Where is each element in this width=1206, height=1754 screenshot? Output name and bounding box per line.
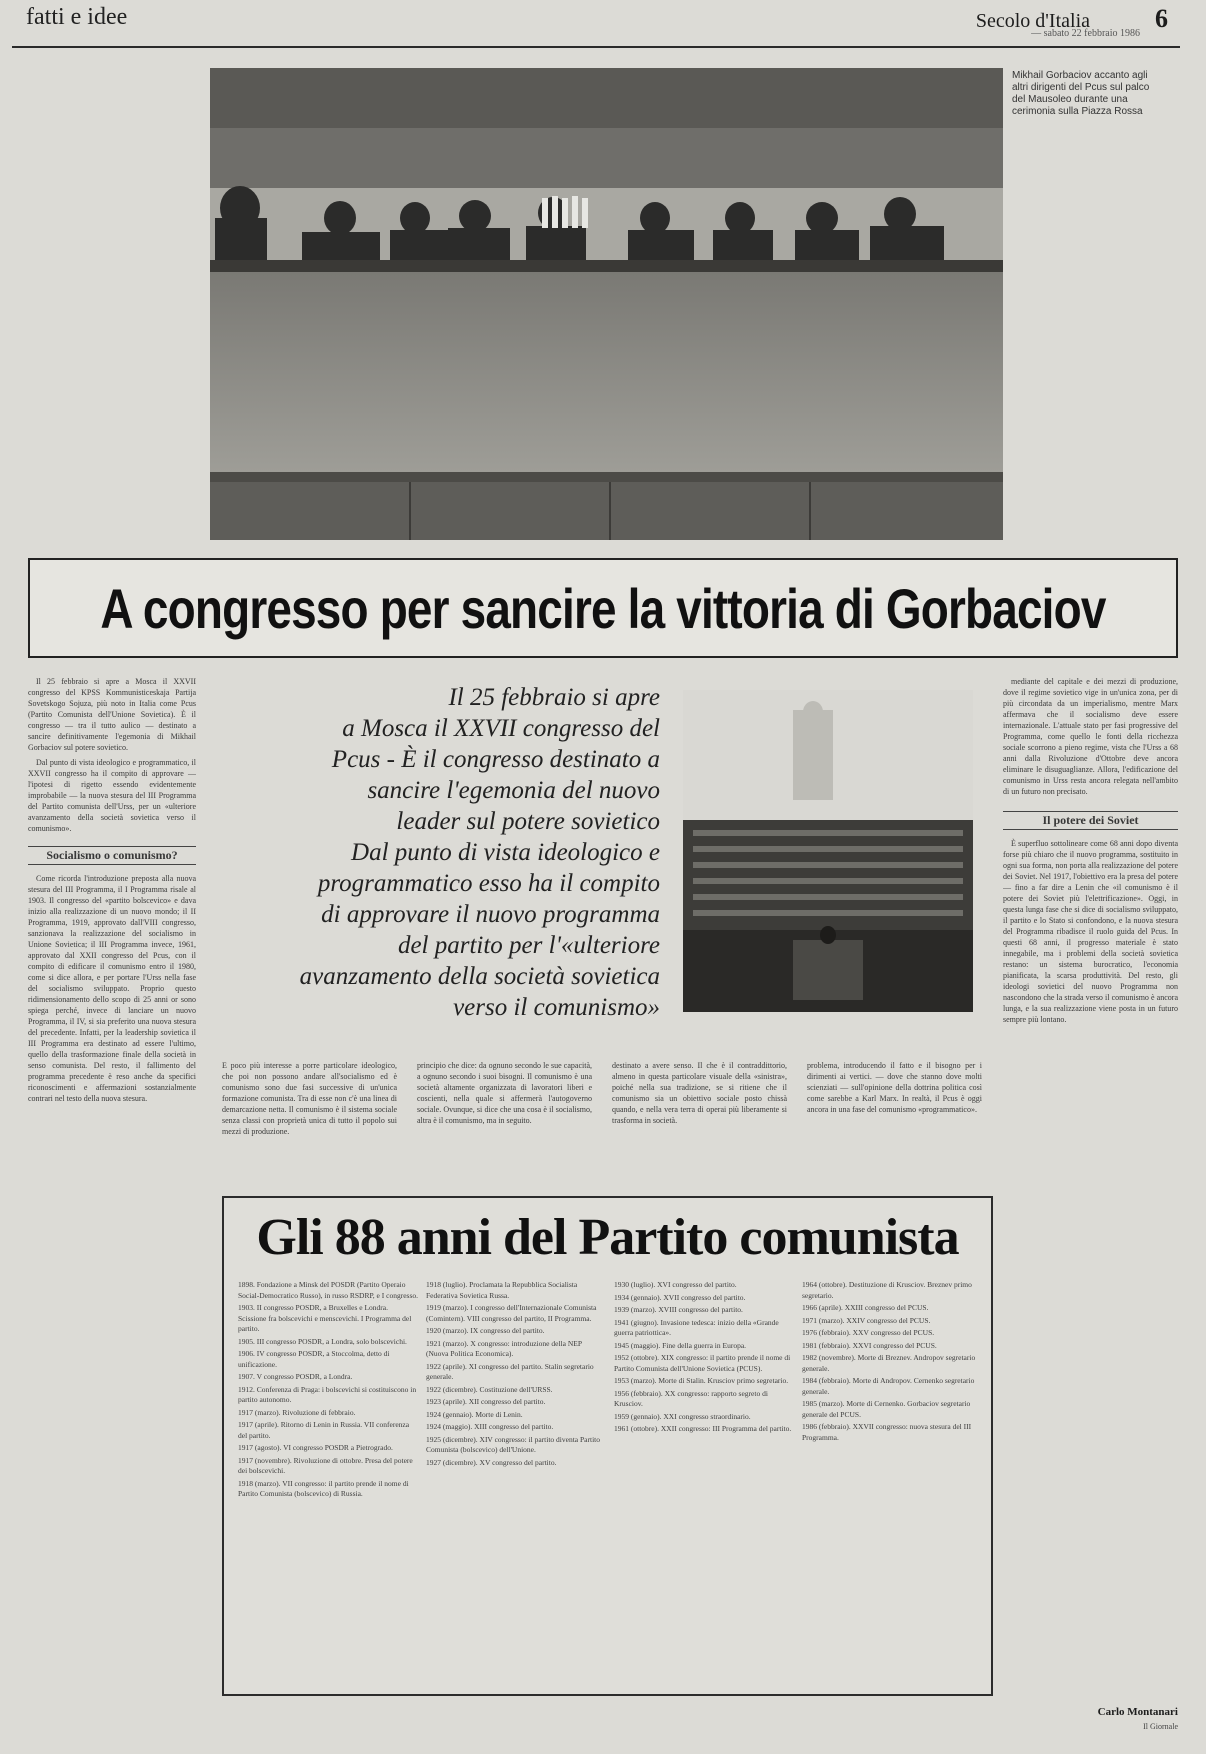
- timeline-column-3: [614, 1280, 794, 1690]
- paragraph: Dal punto di vista ideologico e programmatico, il XXVII congresso ha il compito di approvare — l'ipotesi di rigetto essendo evidentemente improbabile — la nuova stesura del III Programma del Partito comunista dell'Urss, per un «ulteriore avanzamento della società sovietica verso il comunismo».: [28, 758, 196, 833]
- timeline-entry: 1941 (giugno). Invasione tedesca: inizio della «Grande guerra patriottica».: [614, 1317, 779, 1337]
- mid-column: problema, introducendo il fatto e il bisogno per i dirimenti ai vertici. — dove che stanno dove molti scienziati — sull'opinione della dottrina politica così come sarebbe a Karl Marx. In realtà, il Pcus è oggi ancora in una fase del comunismo «programmatico».: [807, 1061, 982, 1114]
- article-column-1: [28, 676, 196, 1701]
- timeline-entry: 1971 (marzo). XXIV congresso del PCUS.: [802, 1315, 931, 1325]
- timeline-entry: 1939 (marzo). XVIII congresso del partito.: [614, 1305, 743, 1314]
- timeline-box: [222, 1196, 993, 1696]
- timeline-entry: 1922 (dicembre). Costituzione dell'URSS.: [426, 1384, 553, 1394]
- page-number: 6: [1155, 4, 1168, 33]
- timeline-column-4: [802, 1280, 982, 1690]
- timeline-entry: 1981 (febbraio). XXVI congresso del PCUS.: [802, 1340, 937, 1350]
- byline-source: Il Giornale: [1143, 1722, 1178, 1731]
- intro-paragraph: Il 25 febbraio si apre a Mosca il XXVII congresso del KPSS Kommunisticeskaja Partija Sovetskogo Sojuza, più noto in Italia come Pcus (Partito Comunista dell'Unione Sovietica). È il congresso — tra il tutto aulico — destinato a sancire definitivamente l'egemonia di Mikhail Gorbaciov sul potere sovietico.: [28, 677, 196, 752]
- timeline-entry: 1976 (febbraio). XXV congresso del PCUS.: [802, 1328, 935, 1337]
- newspaper-name: Secolo d'Italia: [975, 10, 1090, 32]
- timeline-entry: 1982 (novembre). Morte di Breznev. Andropov segretario generale.: [802, 1353, 976, 1373]
- timeline-entry: 1934 (gennaio). XVII congresso del partito.: [614, 1292, 746, 1302]
- timeline-entry: 1923 (aprile). XII congresso del partito.: [426, 1397, 546, 1406]
- mid-column: destinato a avere senso. Il che è il contraddittorio, almeno in questa particolare visuale della «sinistra», poiché nella sua tradizione, se si ritiene che il comunismo sia un obiettivo sociale posto chissà quando, e nella vera terra di operai più liberamente si trasforma in società.: [612, 1061, 787, 1125]
- timeline-entry: 1919 (marzo). I congresso dell'Internazionale Comunista (Comintern). VIII congresso del partito, II Programma.: [426, 1303, 597, 1323]
- timeline-entry: 1966 (aprile). XXIII congresso del PCUS.: [802, 1303, 929, 1312]
- timeline-column-2: [426, 1280, 606, 1690]
- photo-caption: Mikhail Gorbaciov accanto agli altri dirigenti del Pcus sul palco del Mausoleo durante una cerimonia sulla Piazza Rossa: [1012, 70, 1150, 117]
- timeline-entry: 1925 (dicembre). XIV congresso: il partito diventa Partito Comunista (bolscevico) dell'Unione.: [426, 1434, 600, 1454]
- mid-column: principio che dice: da ognuno secondo le sue capacità, a ognuno secondo i suoi bisogni. Il comunismo è una società altamente organizzata di lavoratori liberi e coscienti, nella quale si affermerà l'autogoverno sociale. Ovunque, si dice che una cosa è il socialismo, altra è il comunismo, ma in seguito.: [417, 1061, 592, 1125]
- paragraph: mediante del capitale e dei mezzi di produzione, dove il regime sovietico vige in un'unica zona, per di più circondata da un imperialismo, mentre Marx affermava che il socialismo deve essere internazionale. L'attuale stato per fasi progressive del Programma, come quello le fonti della ricchezza sociale scorrono a pieno regime, vista che l'Urss a 68 anni dalla Rivoluzione d'Ottobre deve ancora eliminare le disuguaglianze. Allora, l'edificazione del comunismo in Urss resta ancora relegata nell'ambito di un futuro non precisato.: [1003, 677, 1178, 796]
- timeline-entry: 1984 (febbraio). Morte di Andropov. Cernenko segretario generale.: [802, 1376, 975, 1396]
- timeline-entry: 1921 (marzo). X congresso: introduzione della NEP (Nuova Politica Economica).: [426, 1338, 582, 1358]
- section-title: fatti e idee: [26, 4, 128, 30]
- timeline-entry: 1907. V congresso POSDR, a Londra.: [238, 1372, 353, 1381]
- timeline-column-1: [238, 1280, 418, 1690]
- deck-text: Il 25 febbraio si apre a Mosca il XXVII congresso del Pcus - È il congresso destinato a sancire l'egemonia del nuovo leader sul potere sovietico Dal punto di vista ideologico e programmatico esso ha il compito di approvare il nuovo programma del partito per l'«ulteriore avanzamento della società sovietica verso il comunismo»: [299, 684, 660, 1021]
- timeline-entry: 1964 (ottobre). Destituzione di Krusciov. Breznev primo segretario.: [802, 1280, 972, 1300]
- main-photo: [210, 68, 1003, 540]
- timeline-entry: 1905. III congresso POSDR, a Londra, solo bolscevichi.: [238, 1336, 407, 1346]
- timeline-entry: 1985 (marzo). Morte di Cernenko. Gorbaciov segretario generale del PCUS.: [802, 1399, 971, 1419]
- timeline-title: Gli 88 anni del Partito comunista: [256, 1209, 959, 1266]
- paragraph: Come ricorda l'introduzione preposta alla nuova stesura del III Programma, il I Programma risale al 1903. Il congresso del «partito bolscevico» e dava inizio alla realizzazione di un nuovo mondo; il II Programma, 1919, approvato dall'VIII congresso, sanzionava la realizzazione del socialismo in Unione Sovietica; il III Programma invece, 1961, approvato dal XXII congresso del Pcus, con il compito di edificare il comunismo entro il 1980, come si dice allora, e per portare l'Urss nella fase del socialismo sviluppato. Proprio questo ridimensionamento dello scopo di 25 anni or sono spiega perché, invece di lanciare un nuovo Programma, il IV, si sia preferito una nuova stesura del precedente. Infatti, per la leadership sovietica il III Programma era destinato ad essere l'ultimo, quello della trasformazione finale della società in senso comunista. Del resto, il fallimento del programma precedente è reso anche da specifici riconoscimenti e affermazioni sostanzialmente contrari nel testo della nuova stesura.: [28, 874, 196, 1103]
- main-headline: A congresso per sancire la vittoria di Gorbaciov: [100, 576, 1106, 640]
- paragraph: È superfluo sottolineare come 68 anni dopo diventa forse più chiaro che il nuovo programma, sostituito in ogni sua forma, non porta alla realizzazione del potere dei Soviet. Nel 1917, l'obiettivo era la presa del potere — fino a far dire a Lenin che «il comunismo è il potere dei Soviet più l'elettrificazione». Oggi, in questa lunga fase che si dice di socialismo sviluppato, il partito e lo Stato si confondono, e la nuova stesura del Programma ribadisce il ruolo guida del Pcus. In questi 68 anni, il progresso materiale è stato innegabile, ma i problemi della società sovietica restano: un sistema burocratico, l'economia pianificata, la scarsa produttività. Del resto, gli ideologi sovietici del nuovo Programma non nascondono che la strada verso il comunismo è ancora lunga, e la sua realizzazione viene posta in un futuro sempre più lontano.: [1003, 839, 1178, 1024]
- timeline-entry: 1898. Fondazione a Minsk del POSDR (Partito Operaio Social-Democratico Russo), in russo RSDRP, e I congresso.: [238, 1280, 418, 1300]
- article-deck: [255, 682, 660, 1023]
- mid-column: E poco più interesse a porre particolare ideologico, che poi non possono andare all'socialismo ed è comunismo sono due fasi successive di un'unica formazione comunista. Tra di esse non c'è una linea di demarcazione netta. Il comunismo è il sistema sociale senza classi con proprietà unica di tutto il popolo sui mezzi di produzione.: [222, 1061, 397, 1136]
- timeline-entry: 1924 (maggio). XIII congresso del partito.: [426, 1422, 554, 1431]
- subhead-socialismo: Socialismo o comunismo?: [28, 846, 196, 865]
- timeline-entry: 1903. II congresso POSDR, a Bruxelles e Londra. Scissione fra bolscevichi e menscevichi. I Programma del partito.: [238, 1303, 412, 1333]
- page-header: [12, 0, 1180, 48]
- author-byline: Carlo Montanari: [1097, 1706, 1178, 1718]
- timeline-entry: 1959 (gennaio). XXI congresso straordinario.: [614, 1411, 751, 1421]
- timeline-entry: 1924 (gennaio). Morte di Lenin.: [426, 1409, 523, 1419]
- timeline-entry: 1918 (marzo). VII congresso: il partito prende il nome di Partito Comunista (bolscevico) di Russia.: [238, 1478, 409, 1498]
- timeline-entry: 1918 (luglio). Proclamata la Repubblica Socialista Federativa Sovietica Russa.: [426, 1280, 578, 1300]
- timeline-entry: 1952 (ottobre). XIX congresso: il partito prende il nome di Partito Comunista dell'Unione Sovietica (PCUS).: [614, 1353, 791, 1373]
- timeline-entry: 1945 (maggio). Fine della guerra in Europa.: [614, 1340, 747, 1350]
- timeline-entry: 1912. Conferenza di Praga: i bolscevichi si costituiscono in partito autonomo.: [238, 1384, 417, 1404]
- timeline-entry: 1906. IV congresso POSDR, a Stoccolma, detto di unificazione.: [238, 1349, 390, 1369]
- timeline-entry: 1953 (marzo). Morte di Stalin. Krusciov primo segretario.: [614, 1376, 789, 1385]
- timeline-entry: 1920 (marzo). IX congresso del partito.: [426, 1326, 545, 1335]
- timeline-entry: 1930 (luglio). XVI congresso del partito.: [614, 1280, 737, 1289]
- article-column-right: [1003, 676, 1178, 1701]
- timeline-entry: 1917 (marzo). Rivoluzione di febbraio.: [238, 1407, 356, 1417]
- issue-date: — sabato 22 febbraio 1986: [1031, 28, 1140, 39]
- timeline-entry: 1961 (ottobre). XXII congresso: III Programma del partito.: [614, 1424, 792, 1433]
- timeline-entry: 1986 (febbraio). XXVII congresso: nuova stesura del III Programma.: [802, 1422, 972, 1442]
- timeline-entry: 1927 (dicembre). XV congresso del partito.: [426, 1457, 557, 1467]
- timeline-entry: 1917 (agosto). VI congresso POSDR a Pietrogrado.: [238, 1443, 393, 1452]
- congress-photo: [683, 690, 973, 1012]
- timeline-entry: 1922 (aprile). XI congresso del partito. Stalin segretario generale.: [426, 1361, 594, 1381]
- timeline-entry: 1956 (febbraio). XX congresso: rapporto segreto di Krusciov.: [614, 1388, 768, 1408]
- timeline-entry: 1917 (aprile). Ritorno di Lenin in Russia. VII conferenza del partito.: [238, 1420, 410, 1440]
- subhead-potere-soviet: Il potere dei Soviet: [1003, 811, 1178, 830]
- timeline-entry: 1917 (novembre). Rivoluzione di ottobre. Presa del potere dei bolscevichi.: [238, 1455, 413, 1475]
- headline-box: [28, 558, 1178, 658]
- article-mid-columns: [222, 1060, 992, 1190]
